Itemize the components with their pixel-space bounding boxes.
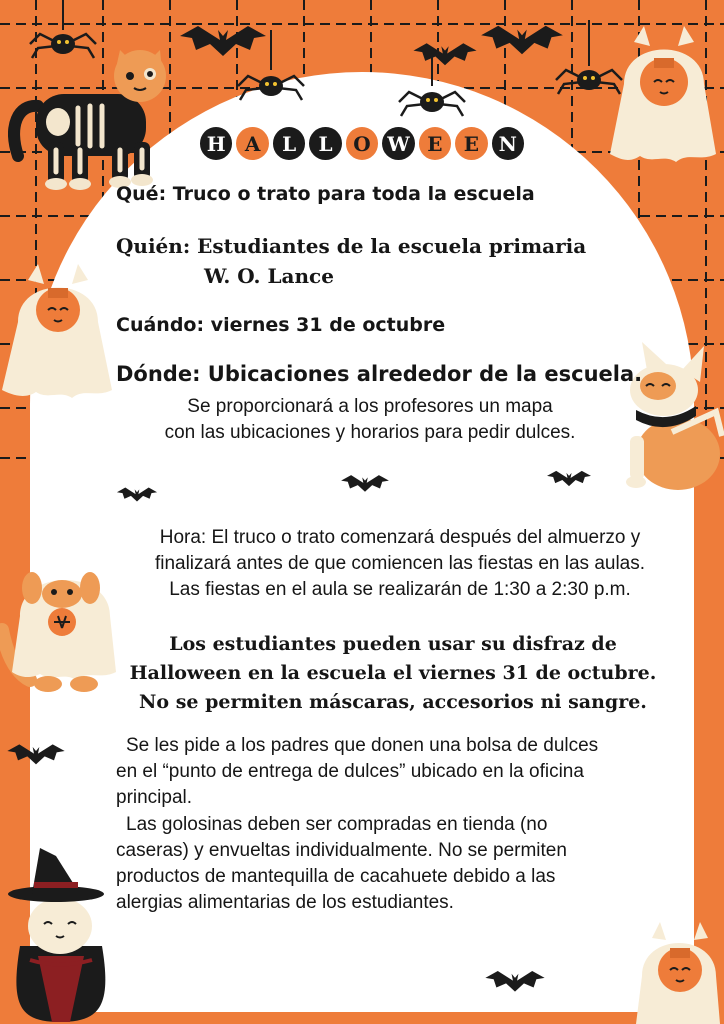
- padres-line: Se les pide a los padres que donen una bolsa de dulces: [126, 735, 599, 756]
- title-letter: L: [273, 127, 305, 160]
- donde-detail-line: con las ubicaciones y horarios para pedir dulces.: [164, 422, 576, 443]
- title-letter: A: [236, 127, 268, 160]
- dog-cat-icon: [612, 336, 724, 496]
- padres-paragraph: [116, 733, 676, 811]
- bat-icon: [6, 738, 66, 772]
- cuando-line: Cuándo: viernes 31 de octubre: [116, 314, 446, 336]
- bat-icon: [340, 470, 390, 498]
- hora-line: Hora: El truco o trato comenzará después del almuerzo y: [159, 527, 641, 548]
- donde-line: Dónde: Ubicaciones alrededor de la escuela.: [116, 362, 643, 386]
- bat-icon: [116, 484, 158, 506]
- quien-line: Quién: Estudiantes de la escuela primaria: [116, 234, 587, 258]
- ghost-cat-icon: [604, 24, 724, 166]
- que-line: Qué: Truco o trato para toda la escuela: [116, 183, 535, 205]
- hora-paragraph: [112, 525, 688, 603]
- title-letter: L: [309, 127, 341, 160]
- witch-cat-icon: [0, 846, 122, 1024]
- title-letter: O: [346, 127, 378, 160]
- donde-detail-line: Se proporcionará a los profesores un mapa: [187, 396, 553, 417]
- ghost-cat-icon: [0, 262, 118, 402]
- title-letter: N: [492, 127, 524, 160]
- golosinas-line: Las golosinas deben ser compradas en tienda (no: [126, 814, 548, 835]
- skeleton-cat-icon: [8, 46, 176, 190]
- disfraz-line: Los estudiantes pueden usar su disfraz de: [169, 633, 617, 655]
- halloween-title: [200, 127, 524, 167]
- bat-icon: [412, 40, 478, 70]
- padres-line: principal.: [116, 787, 193, 808]
- golosinas-line: productos de mantequilla de cacahuete debido a las: [116, 866, 556, 887]
- title-letter: E: [455, 127, 487, 160]
- golosinas-line: alergias alimentarias de los estudiantes.: [116, 892, 454, 913]
- title-letter: W: [382, 127, 414, 160]
- bat-icon: [178, 22, 268, 62]
- bat-icon: [484, 964, 546, 1000]
- bat-icon: [478, 22, 566, 60]
- disfraz-line: Halloween en la escuela el viernes 31 de octubre.: [129, 662, 657, 684]
- golosinas-line: caseras) y envueltas individualmente. No se permiten: [116, 840, 567, 861]
- bat-icon: [546, 466, 592, 492]
- hora-line: Las fiestas en el aula se realizarán de 1:30 a 2:30 p.m.: [169, 579, 631, 600]
- disfraz-line: No se permiten máscaras, accesorios ni sangre.: [139, 691, 647, 713]
- hora-line: finalizará antes de que comiencen las fiestas en las aulas.: [154, 553, 646, 574]
- donde-detail: [112, 394, 628, 446]
- ghost-dog-icon: [0, 560, 122, 696]
- golosinas-paragraph: [116, 812, 676, 916]
- title-letter: H: [200, 127, 232, 160]
- title-letter: E: [419, 127, 451, 160]
- disfraz-paragraph: [110, 630, 676, 717]
- ghost-cat-icon: [628, 920, 724, 1024]
- quien-line-2: W. O. Lance: [204, 264, 334, 288]
- padres-line: en el “punto de entrega de dulces” ubicado en la oficina: [116, 761, 584, 782]
